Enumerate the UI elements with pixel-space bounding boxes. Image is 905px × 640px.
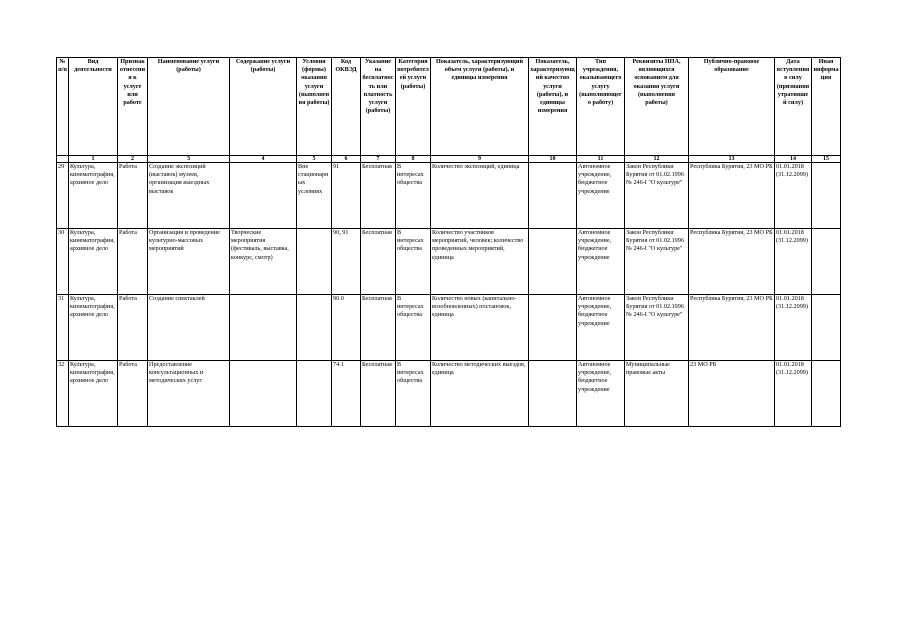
column-number-cell: 5 [297,156,332,163]
volume-cell: Количество методических выездов, единица [431,361,529,427]
content-cell [230,361,297,427]
conditions-cell [297,295,332,361]
header-cell-sign: Признак отнесения к услуге или работе [118,58,148,156]
conditions-cell: Вне стационарных условиях [297,163,332,229]
services-table [56,57,841,427]
column-number-cell: 14 [775,156,812,163]
conditions-cell [297,361,332,427]
column-number-cell: 10 [529,156,577,163]
quality-cell [529,229,577,295]
table-row [57,295,841,361]
entity-cell: Республика Бурятия, 23 МО РБ [689,295,775,361]
table-row [57,229,841,295]
content-cell [230,295,297,361]
table-row [57,361,841,427]
volume-cell: Количество новых (капитально-возобновленных) постановок, единица [431,295,529,361]
column-number-row [57,156,841,163]
volume-cell: Количество экспозиций, единица [431,163,529,229]
service-name-cell: Предоставление консультационных и методических услуг [148,361,230,427]
quality-cell [529,295,577,361]
column-number-cell: 8 [396,156,431,163]
content-cell: Творческие мероприятия (фестиваль, выставка, конкурс, смотр) [230,229,297,295]
header-cell-okved: Код ОКВЭД [332,58,361,156]
header-cell-npa: Реквизиты НПА, являющихся основанием для оказания услуги (выполнения работы) [625,58,689,156]
column-number-cell: 4 [230,156,297,163]
column-number-cell: 9 [431,156,529,163]
entity-cell: Республика Бурятия, 23 МО РБ [689,229,775,295]
consumers-cell: В интересах общества [396,361,431,427]
column-number-cell: 12 [625,156,689,163]
row-number-cell: 32 [57,361,69,427]
npa-cell: Закон Республики Бурятия от 01.02.1996 № 246-I "О культуре" [625,295,689,361]
service-name-cell: Создание спектаклей [148,295,230,361]
column-number-cell: 2 [118,156,148,163]
sign-cell: Работа [118,361,148,427]
consumers-cell: В интересах общества [396,295,431,361]
date-cell: 01.01.2018 (31.12.2099) [775,229,812,295]
activity-cell: Культура, кинематография, архивное дело [69,295,118,361]
npa-cell: Закон Республики Бурятия от 01.02.1996 № 246-I "О культуре" [625,229,689,295]
row-number-cell: 30 [57,229,69,295]
header-cell-content: Содержание услуги (работы) [230,58,297,156]
entity-cell: Республика Бурятия, 23 МО РБ [689,163,775,229]
sign-cell: Работа [118,229,148,295]
activity-cell: Культура, кинематография, архивное дело [69,163,118,229]
header-cell-consumers: Категория потребителей услуги (работы) [396,58,431,156]
header-cell-quality: Показатель, характеризующий качество услуги (работы), и единицы измерения [529,58,577,156]
sign-cell: Работа [118,295,148,361]
date-cell: 01.01.2018 (31.12.2099) [775,163,812,229]
service-name-cell: Организация и проведение культурно-массовых мероприятий [148,229,230,295]
institution-type-cell: Автономное учреждение, бюджетное учреждение [577,229,625,295]
row-number-cell: 29 [57,163,69,229]
paid-cell: Бесплатная [361,361,396,427]
other-cell [812,361,841,427]
date-cell: 01.01.2018 (31.12.2099) [775,295,812,361]
consumers-cell: В интересах общества [396,229,431,295]
column-number-cell: 13 [689,156,775,163]
conditions-cell [297,229,332,295]
consumers-cell: В интересах общества [396,163,431,229]
sign-cell: Работа [118,163,148,229]
row-number-cell: 31 [57,295,69,361]
header-cell-entity: Публично-правовое образование [689,58,775,156]
okved-cell: 90, 91 [332,229,361,295]
header-cell-volume: Показатель, характеризующий объем услуги (работы), и единицы измерения [431,58,529,156]
column-number-cell: 1 [69,156,118,163]
quality-cell [529,361,577,427]
column-number-cell: 6 [332,156,361,163]
service-name-cell: Создание экспозиций (выставок) музеев, организация выездных выставок [148,163,230,229]
okved-cell: 74.1 [332,361,361,427]
column-number-cell: 15 [812,156,841,163]
volume-cell: Количество участников мероприятий, человек; количество проведенных мероприятий, единица [431,229,529,295]
column-number-cell: 3 [148,156,230,163]
quality-cell [529,163,577,229]
other-cell [812,163,841,229]
other-cell [812,229,841,295]
header-cell-date: Дата вступления в силу (признания утратившей силу) [775,58,812,156]
institution-type-cell: Автономное учреждение, бюджетное учреждение [577,163,625,229]
npa-cell: Закон Республики Бурятия от 01.02.1996 № 246-I "О культуре" [625,163,689,229]
entity-cell: 23 МО РБ [689,361,775,427]
table-row [57,163,841,229]
activity-cell: Культура, кинематография, архивное дело [69,229,118,295]
header-cell-conditions: Условия (формы) оказания услуги (выполнения работы) [297,58,332,156]
date-cell: 01.01.2018 (31.12.2099) [775,361,812,427]
content-cell [230,163,297,229]
header-cell-paid: Указание на бесплатность или платность услуги (работы) [361,58,396,156]
column-number-cell [57,156,69,163]
other-cell [812,295,841,361]
paid-cell: Бесплатная [361,163,396,229]
header-row [57,58,841,156]
header-cell-institution-type: Тип учреждения, оказывающего услугу (выполняющего работу) [577,58,625,156]
paid-cell: Бесплатная [361,295,396,361]
header-cell-activity: Вид деятельности [69,58,118,156]
header-cell-name: Наименование услуги (работы) [148,58,230,156]
npa-cell: Муниципальные правовые акты [625,361,689,427]
institution-type-cell: Автономное учреждение, бюджетное учреждение [577,361,625,427]
institution-type-cell: Автономное учреждение, бюджетное учреждение [577,295,625,361]
column-number-cell: 11 [577,156,625,163]
paid-cell: Бесплатная [361,229,396,295]
okved-cell: 91 [332,163,361,229]
okved-cell: 90.0 [332,295,361,361]
header-cell-number: № п/п [57,58,69,156]
column-number-cell: 7 [361,156,396,163]
header-cell-other: Иная информация [812,58,841,156]
activity-cell: Культура, кинематография, архивное дело [69,361,118,427]
